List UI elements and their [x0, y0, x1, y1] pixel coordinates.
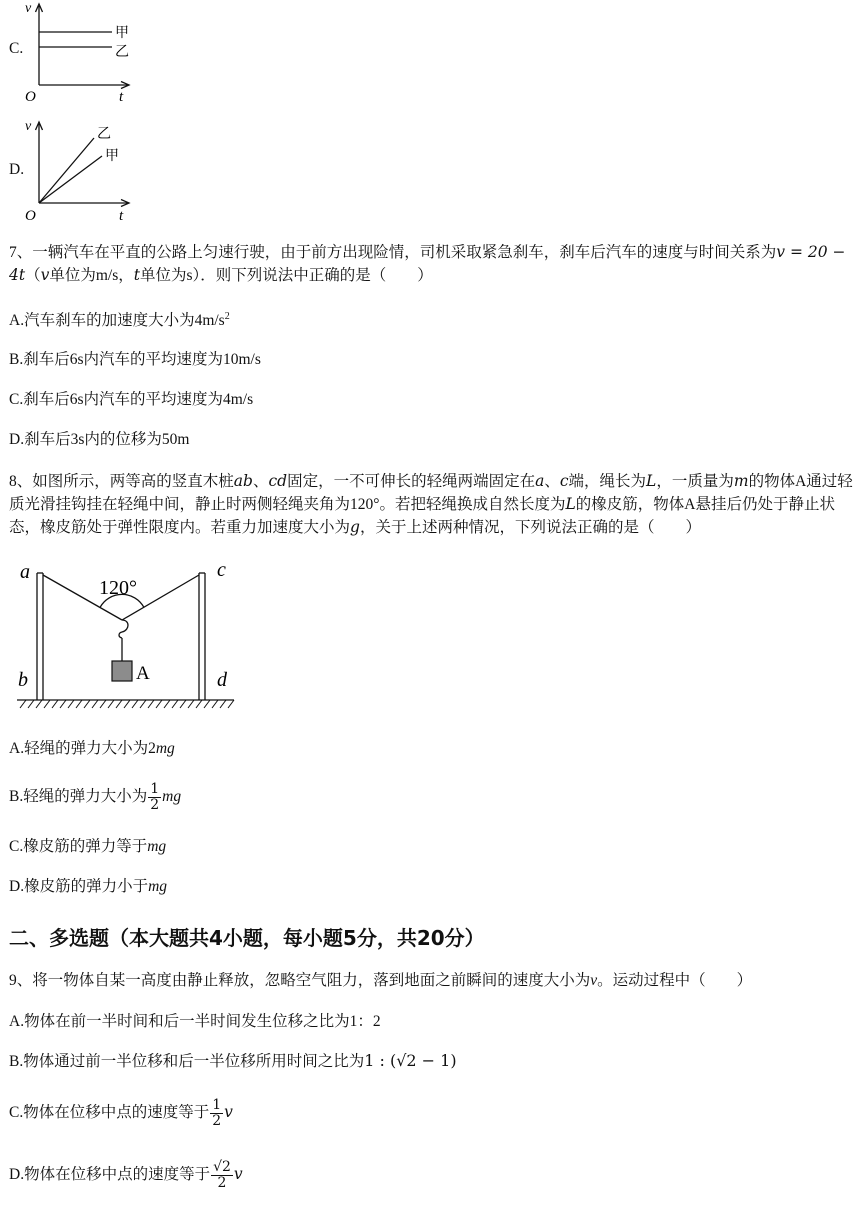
q9-option-d-den: 2 — [217, 1174, 227, 1191]
q8-var-c: c — [559, 472, 569, 490]
q8-stem-7: 的物体A通过轻质光滑挂钩挂在轻绳中间，静止时两侧轻绳夹角为120°。若把轻绳换成自然长度为 — [9, 473, 853, 513]
q8-option-a — [9, 741, 175, 757]
q8-stem-2: 、 — [252, 473, 269, 490]
q8-fig-mass-label: A — [136, 663, 150, 684]
q9-var-v: v — [590, 972, 598, 989]
q6-option-d-label: D. — [9, 161, 25, 178]
q9-option-c-den: 2 — [212, 1112, 222, 1129]
q9-option-b — [9, 1053, 457, 1070]
q8-stem-9: ，关于上述两种情况，下列说法正确的是（ ） — [359, 519, 701, 536]
q9-option-d-text: D.物体在位移中点的速度等于 — [9, 1166, 211, 1183]
q6-option-c-label: C. — [9, 40, 24, 57]
q8-fig-c-label: c — [217, 559, 226, 581]
q6d-yi-label: 乙 — [97, 127, 111, 142]
q8-option-b-fraction — [148, 782, 161, 814]
q6d-v-label: v — [25, 119, 32, 134]
q6c-o-label: O — [25, 89, 36, 105]
q8-option-b — [9, 777, 181, 817]
q7-option-a-sup: 2 — [224, 311, 230, 322]
q8-option-d-text: D.橡皮筋的弹力小于 — [9, 878, 149, 895]
q9-option-d — [9, 1152, 243, 1196]
q7-stem-text-d: 单位为s）．则下列说法中正确的是（ ） — [140, 267, 433, 284]
q7-formula: v = 20 − 4t — [9, 243, 846, 284]
q8-fig-angle-label: 120° — [99, 577, 137, 599]
q7-stem-text-a: 7、一辆汽车在平直的公路上匀速行驶，由于前方出现险情，司机采取紧急刹车，刹车后汽车的速度与时间关系为 — [9, 244, 777, 261]
q8-figure — [12, 558, 242, 718]
q8-option-b-mg: mg — [162, 788, 182, 805]
q8-stem-8: 的橡皮筋，物体A悬挂后仍处于静止状态，橡皮筋处于弹性限度内。若重力加速度大小为 — [9, 496, 835, 536]
q7-stem — [9, 241, 854, 287]
section-title: 二、多选题（本大题共4小题，每小题5分，共20分） — [9, 926, 485, 950]
q6c-v-label: v — [25, 1, 32, 16]
q9-option-b-math: 1 : (√2 − 1) — [364, 1051, 457, 1070]
q8-var-a: a — [535, 472, 545, 490]
q9-option-d-v: v — [233, 1165, 243, 1183]
q8-stem-4: 、 — [544, 473, 560, 490]
q8-option-d — [9, 879, 167, 895]
q9-option-c-text: C.物体在位移中点的速度等于 — [9, 1104, 210, 1121]
q8-stem-3: 固定，一不可伸长的轻绳两端固定在 — [287, 473, 536, 490]
q8-var-L2: L — [565, 495, 576, 513]
q9-option-c-num: 1 — [212, 1096, 222, 1113]
q7-option-d: D.刹车后3s内的位移为50m — [9, 431, 190, 448]
q8-stem-1: 8、如图所示，两等高的竖直木桩 — [9, 473, 234, 490]
q8-option-c-text: C.橡皮筋的弹力等于 — [9, 838, 148, 855]
q7-stem-text-b: （ — [25, 267, 41, 284]
q7-var-t: t — [133, 266, 141, 284]
q8-option-b-text: B.轻绳的弹力大小为 — [9, 788, 148, 805]
q8-stem-6: ，一质量为 — [656, 473, 734, 490]
q8-fig-d-label: d — [217, 669, 227, 691]
q8-var-m: m — [733, 472, 749, 490]
q9-option-d-fraction — [211, 1160, 233, 1192]
q6-graph-d — [18, 116, 143, 224]
q6d-o-label: O — [25, 208, 36, 224]
q7-stem-text-c: 单位为m/s， — [49, 267, 134, 284]
q7-option-a-text: A.汽车刹车的加速度大小为4m/s — [9, 312, 225, 330]
q6c-yi-label: 乙 — [115, 45, 129, 60]
q6d-t-label: t — [119, 208, 124, 224]
q9-option-c-v: v — [224, 1103, 233, 1121]
q8-option-a-text: A.轻绳的弹力大小为2 — [9, 740, 156, 757]
q7-option-c: C.刹车后6s内汽车的平均速度为4m/s — [9, 391, 254, 408]
q8-option-a-mg: mg — [155, 740, 175, 757]
q8-var-cd: cd — [268, 472, 288, 490]
q8-fig-b-label: b — [18, 669, 28, 691]
q6c-jia-label: 甲 — [115, 26, 129, 41]
q8-option-b-num: 1 — [150, 780, 160, 797]
q8-stem — [9, 470, 854, 539]
q9-option-c-fraction — [210, 1098, 223, 1130]
q8-option-c-mg: mg — [147, 838, 167, 855]
q9-option-d-num: √2 — [213, 1158, 231, 1175]
q8-var-g: g — [350, 518, 360, 536]
q9-stem-text-b: 。运动过程中（ ） — [597, 972, 753, 989]
q8-option-c — [9, 839, 166, 855]
q8-option-d-mg: mg — [148, 878, 168, 895]
q9-option-c — [9, 1092, 233, 1132]
q7-option-a — [9, 312, 230, 329]
q6d-jia-label: 甲 — [105, 149, 119, 164]
q6c-t-label: t — [119, 89, 124, 105]
q8-option-b-den: 2 — [150, 796, 160, 813]
q8-var-L: L — [646, 472, 657, 490]
q7-var-v: v — [40, 266, 50, 284]
q7-option-b: B.刹车后6s内汽车的平均速度为10m/s — [9, 351, 261, 368]
q6-graph-c — [18, 0, 143, 106]
q8-stem-5: 端，绳长为 — [568, 473, 647, 490]
q9-stem-text-a: 9、将一物体自某一高度由静止释放，忽略空气阻力，落到地面之前瞬间的速度大小为 — [9, 972, 591, 989]
q9-stem — [9, 973, 752, 989]
q9-option-a: A.物体在前一半时间和后一半时间发生位移之比为1：2 — [9, 1013, 381, 1030]
q8-fig-a-label: a — [20, 561, 30, 583]
q8-var-ab: ab — [233, 472, 253, 490]
q9-option-b-text: B.物体通过前一半位移和后一半位移所用时间之比为 — [9, 1053, 365, 1070]
